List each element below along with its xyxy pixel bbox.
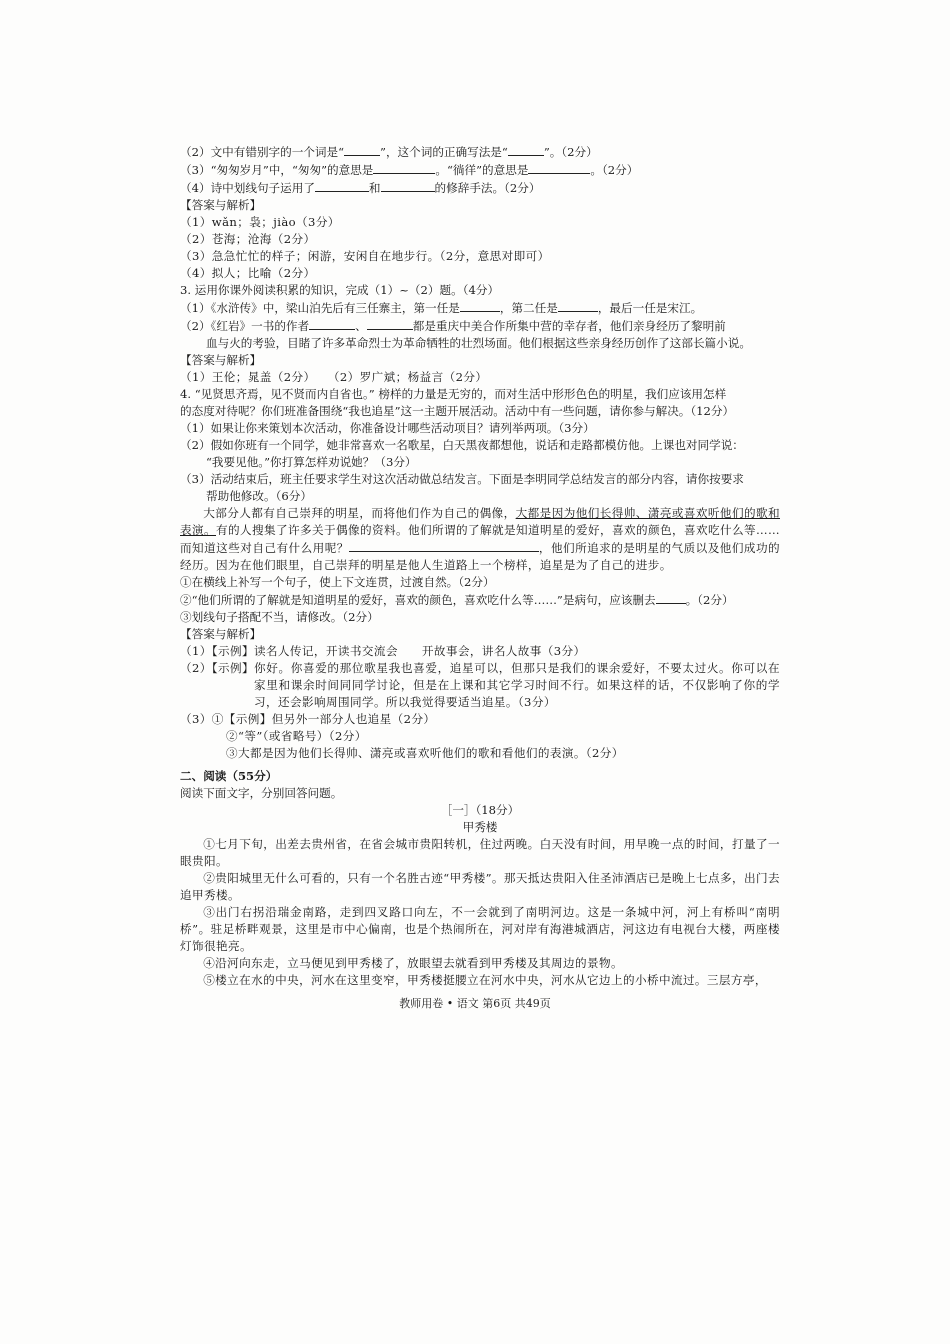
answer-blank xyxy=(460,299,500,312)
q3-item-2-text: （2）《红岩》一书的作者 xyxy=(180,319,310,333)
q2-answer: （2）苍海；沧海（2分） xyxy=(180,232,316,246)
q4-answer-3-2: ②“等”（或省略号）（2分） xyxy=(226,729,367,743)
answer-header: 【答案与解析】 xyxy=(180,627,262,641)
q4-answer-3-3: ③大都是因为他们长得帅、潇亮或喜欢听他们的歌和看他们的表演。（2分） xyxy=(226,746,624,760)
answer-blank xyxy=(558,299,598,312)
q3-item-1 xyxy=(180,299,780,317)
q4-sub-3-continued: 帮助他修改。（6分） xyxy=(206,489,312,503)
q4-req-1: ①在横线上补写一个句子，使上下文连贯，过渡自然。（2分） xyxy=(180,575,495,589)
q4-stem-line2: 的态度对待呢？你们班准备围绕“我也追星”这一主题开展活动。活动中有一些问题，请你参与解决。（12分） xyxy=(180,404,735,418)
answer-header: 【答案与解析】 xyxy=(180,198,262,212)
q2-item-3-text: 。“徜徉”的意思是 xyxy=(435,163,529,177)
page-footer: 教师用卷 • 语文 第6页 共49页 xyxy=(399,997,551,1010)
q2-item-4-text: 和 xyxy=(368,181,381,195)
q4-answer-2: 你好。你喜爱的那位歌星我也喜爱，追星可以，但那只是我们的课余爱好，不要太过火。你可以在家里和课余时间同同学讨论，但是在上课和其它学习时间不行。如果这样的话，不仅影响了你的学习，还会影响周围同学。所以我觉得要适当追星。（3分） xyxy=(254,661,780,709)
q2-answer: （4）拟人；比喻（2分） xyxy=(180,266,316,280)
answer-blank xyxy=(367,317,413,330)
q4-req-3: ③划线句子搭配不当，请修改。（2分） xyxy=(180,610,379,624)
article-paragraph-3: ③出门右拐沿瑞金南路，走到四叉路口向左，不一会就到了南明河边。这是一条城中河，河上有桥叫“南明桥”。驻足桥畔观景，这里是市中心偏南，也是个热闹所在，河对岸有海港城酒店，河这边有电视台大楼，两座楼灯饰很艳亮。 xyxy=(180,905,780,953)
reading-section-heading: 二、阅读（55分） xyxy=(180,769,278,783)
answer-header: 【答案与解析】 xyxy=(180,353,262,367)
q4-req-2 xyxy=(180,591,780,609)
passage-text: 他们所追求的是明星的气质以及他们成功的经历。因为在他们眼里，自己崇拜的明星是他人生道路上一个榜样，追星是为了自己的进步。 xyxy=(180,541,780,572)
answer-blank xyxy=(381,179,435,192)
q4-sub-3: （3）活动结束后，班主任要求学生对这次活动做总结发言。下面是李明同学总结发言的部分内容，请你按要求 xyxy=(180,472,744,486)
q2-answer: （3）急急忙忙的样子；闲游，安闲自在地步行。（2分，意思对即可） xyxy=(180,249,550,263)
q2-item-4 xyxy=(180,179,780,197)
reading-instruction: 阅读下面文字，分别回答问题。 xyxy=(180,786,343,800)
answer-blank xyxy=(373,161,435,174)
q4-req-2-text: 。（2分） xyxy=(685,593,734,607)
answer-blank xyxy=(528,161,590,174)
answer-blank xyxy=(656,591,686,604)
article-paragraph-1: ①七月下旬，出差去贵州省，在省会城市贵阳转机，住过两晚。白天没有时间，用早晚一点的时间，打量了一眼贵阳。 xyxy=(180,837,780,868)
answer-blank xyxy=(344,143,380,156)
q2-item-2-text: （2）文中有错别字的一个词是“ xyxy=(180,145,345,159)
q4-answer-2-lead: （2）【示例】 xyxy=(180,661,254,675)
article-title: 甲秀楼 xyxy=(462,820,498,834)
q4-sub-2: （2）假如你班有一个同学，她非常喜欢一名歌星，白天黑夜都想他，说话和走路都模仿他。上课也对同学说： xyxy=(180,438,744,452)
q2-item-2-text: ”，这个词的正确写法是“ xyxy=(380,145,508,159)
q3-item-1-text: ，最后一任是宋江。 xyxy=(597,301,703,315)
article-paragraph-2: ②贵阳城里无什么可看的，只有一个名胜古迹“甲秀楼”。那天抵达贵阳入住圣沛酒店已是晚上七点多，出门去追甲秀楼。 xyxy=(180,871,780,902)
article-paragraph-4: ④沿河向东走，立马便见到甲秀楼了，放眼望去就看到甲秀楼及其周边的景物。 xyxy=(203,956,623,970)
passage-text: 大部分人都有自己崇拜的明星，而将他们作为自己的偶像， xyxy=(203,506,516,520)
q4-answer-1: （1）【示例】读名人传记，开读书交流会 开故事会，讲名人故事（3分） xyxy=(180,644,586,658)
q2-item-4-text: （4）诗中划线句子运用了 xyxy=(180,181,315,195)
passage-text: 有的人搜集了许多关于偶像的资料。他们所谓的了解就是知道明星的爱好，喜欢的颜色，喜欢吃什么等……而知道这些对自己有什么用呢？ xyxy=(180,523,780,555)
q2-item-3 xyxy=(180,161,780,179)
answer-blank xyxy=(309,317,355,330)
q4-answer-3-1: （3）①【示例】但另外一部分人也追星（2分） xyxy=(180,712,436,726)
q3-item-1-text: （1）《水浒传》中，梁山泊先后有三任寨主，第一任是 xyxy=(180,301,460,315)
q2-answer: （1）wǎn；袅；jiào（3分） xyxy=(180,215,340,229)
article-paragraph-5: ⑤楼立在水的中央，河水在这里变窄，甲秀楼挺腰立在河水中央，河水从它边上的小桥中流过。三层方亭， xyxy=(203,973,767,987)
q2-item-3-text: （3）“匆匆岁月”中，“匆匆”的意思是 xyxy=(180,163,374,177)
q2-item-2 xyxy=(180,143,780,161)
q2-item-2-text: ”。（2分） xyxy=(543,145,598,159)
reading-part-label: ［一］（18分） xyxy=(440,803,520,817)
q3-item-2-text: 、 xyxy=(355,319,367,333)
q3-item-2-text: 都是重庆中美合作所集中营的幸存者，他们亲身经历了黎明前 xyxy=(412,319,726,333)
q3-item-2-continued: 血与火的考验，目睹了许多革命烈士为革命牺牲的壮烈场面。他们根据这些亲身经历创作了这部长篇小说。 xyxy=(206,336,751,350)
q2-item-4-text: 的修辞手法。（2分） xyxy=(434,181,541,195)
q4-req-2-text: ②“他们所谓的了解就是知道明星的爱好，喜欢的颜色，喜欢吃什么等……”是病句，应该删去 xyxy=(180,593,656,607)
q4-stem-line1: 4. “见贤思齐焉，见不贤而内自省也。” 榜样的力量是无穷的，而对生活中形形色色的明星，我们应该用怎样 xyxy=(180,387,727,401)
q3-answer: （1）王伦；晁盖（2分） （2）罗广斌；杨益言（2分） xyxy=(180,370,488,384)
answer-blank xyxy=(508,143,544,156)
answer-blank xyxy=(349,539,539,552)
q3-item-1-text: ，第二任是 xyxy=(499,301,558,315)
q3-item-2 xyxy=(180,317,780,335)
q4-passage: 大部分人都有自己崇拜的明星，而将他们作为自己的偶像，大都是因为他们长得帅、潇亮或喜欢听他们的歌和表演。有的人搜集了许多关于偶像的资料。他们所谓的了解就是知道明星的爱好，喜欢的颜色，喜欢吃什么等……而知道这些对自己有什么用呢？ ，他们所追求的是明星的气质以及他们成功的经历。因为在他们眼里，自己崇拜的明星是他人生道路上一个榜样，追星是为了自己的进步。 xyxy=(180,506,780,572)
q2-item-3-text: 。（2分） xyxy=(590,163,639,177)
q4-sub-2-continued: “我要见他。”你打算怎样劝说她？（3分） xyxy=(206,455,417,469)
page-content xyxy=(180,143,780,989)
q4-sub-1: （1）如果让你来策划本次活动，你准备设计哪些活动项目？请列举两项。（3分） xyxy=(180,421,595,435)
passage-underlined-sentence: 大都是因为他们长得帅、潇亮或喜欢听他们的歌和表演。 xyxy=(180,506,780,537)
q3-stem: 3. 运用你课外阅读积累的知识，完成（1）~（2）题。（4分） xyxy=(180,283,500,297)
answer-blank xyxy=(315,179,369,192)
